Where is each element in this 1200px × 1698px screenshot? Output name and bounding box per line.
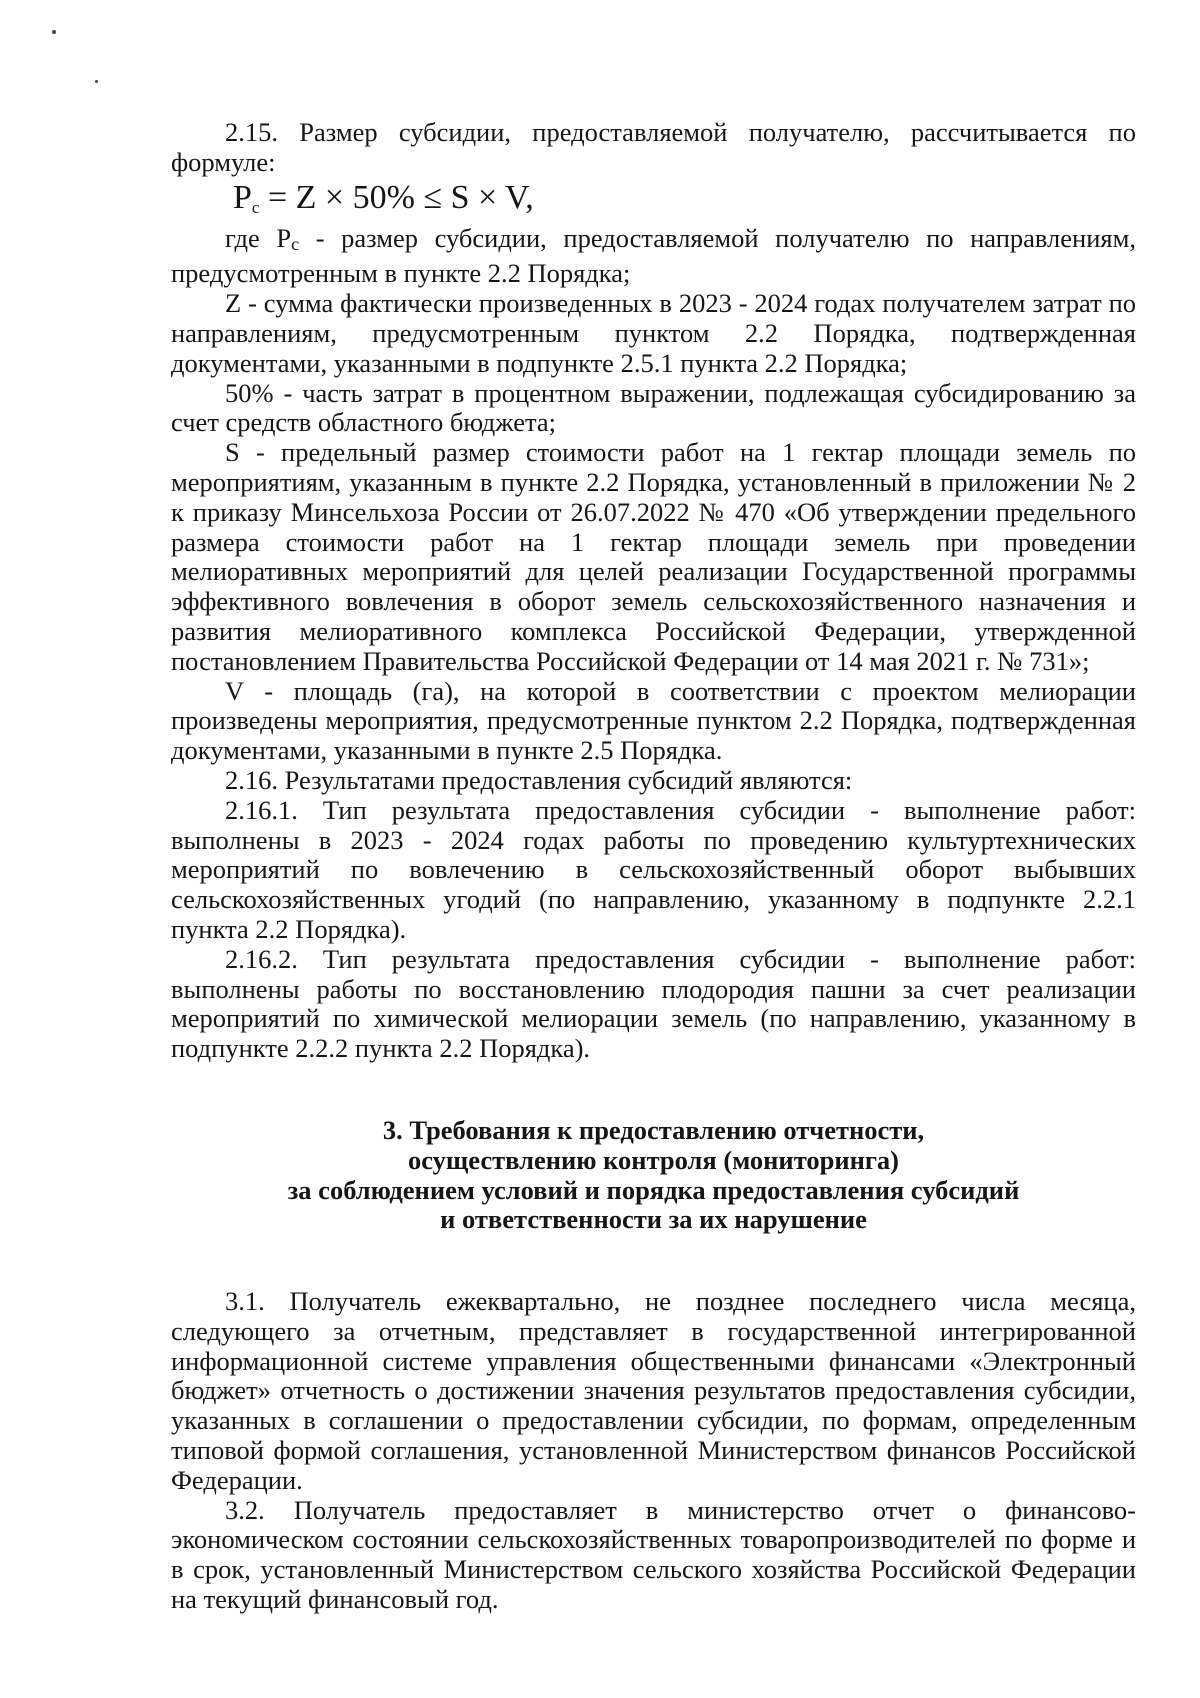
definition-pc-text: - размер субсидии, предоставляемой получателю по направлениям, предусмотренным в пункте 2.2 Порядка; [171,222,1136,289]
scan-speck [95,80,98,83]
formula-lhs-subscript: с [251,197,260,217]
paragraph-2-15: 2.15. Размер субсидии, предоставляемой получателю, рассчитывается по формуле: [171,117,1136,177]
paragraph-2-16-1: 2.16.1. Тип результата предоставления субсидии - выполнение работ: выполнены в 2023 - 2024 годах работы по проведению культуртехнических мероприятий по вовлечению в сельскохозяйственный оборот выбывших сельскохозяйственных угодий (по направлению, указанному в подпункте 2.2.1 пункта 2.2 Порядка). [171,794,1136,944]
scan-speck [52,30,56,34]
section-3-heading [171,1116,1136,1235]
definition-50-percent: 50% - часть затрат в процентном выражении, подлежащая субсидированию за счет средств областного бюджета; [171,377,1136,438]
section-3-heading-line: и ответственности за их нарушение [440,1204,867,1235]
definition-pc-prefix: где P [225,222,292,253]
paragraph-3-1: 3.1. Получатель ежеквартально, не позднее последнего числа месяца, следующего за отчетным, представляет в государственной интегрированной информационной системе управления общественными финансами «Электронный бюджет» отчетность о достижении значения результатов предоставления субсидии, указанных в соглашении о предоставлении субсидии, по формам, определенным типовой формой соглашения, установленной Министерством финансов Российской Федерации. [171,1286,1136,1495]
paragraph-2-16-2: 2.16.2. Тип результата предоставления субсидии - выполнение работ: выполнены работы по восстановлению плодородия пашни за счет реализации мероприятий по химической мелиорации земель (по направлению, указанному в подпункте 2.2.2 пункта 2.2 Порядка). [171,943,1136,1064]
definition-v: V - площадь (га), на которой в соответствии с проектом мелиорации произведены мероприятия, предусмотренные пунктом 2.2 Порядка, подтвержденная документами, указанными в пункте 2.5 Порядка. [171,675,1136,766]
definition-s: S - предельный размер стоимости работ на 1 гектар площади земель по мероприятиям, указанным в пункте 2.2 Порядка, установленный в приложении № 2 к приказу Минсельхоза России от 26.07.2022 № 470 «Об утверждении предельного размера стоимости работ на 1 гектар площади земель при проведении мелиоративных мероприятий для целей реализации Государственной программы эффективного вовлечения в оборот земель сельскохозяйственного назначения и развития мелиоративного комплекса Российской Федерации, утвержденной постановлением Правительства Российской Федерации от 14 мая 2021 г. № 731»; [171,437,1136,676]
subsidy-formula [171,178,1136,224]
formula-rhs: = Z × 50% ≤ S × V, [259,178,534,216]
definition-pc-subscript: с [291,233,300,254]
paragraph-3-2: 3.2. Получатель предоставляет в министерство отчет о финансово-экономическом состоянии сельскохозяйственных товаропроизводителей по форме и в срок, установленный Министерством сельского хозяйства Российской Федерации на текущий финансовый год. [171,1494,1136,1615]
formula-lhs: P [233,178,252,216]
paragraph-2-16: 2.16. Результатами предоставления субсидий являются: [225,764,853,795]
document-body [171,118,1136,1615]
section-3-heading-line: осуществлению контроля (мониторинга) [407,1144,899,1175]
section-3-heading-line: 3. Требования к предоставлению отчетности, [382,1114,925,1145]
definition-z: Z - сумма фактически произведенных в 2023 - 2024 годах получателем затрат по направлениям, предусмотренным пунктом 2.2 Порядка, подтвержденная документами, указанными в подпункте 2.5.1 пункта 2.2 Порядка; [171,288,1136,378]
definition-pc [171,224,1136,290]
section-3-heading-line: за соблюдением условий и порядка предоставления субсидий [287,1174,1020,1205]
